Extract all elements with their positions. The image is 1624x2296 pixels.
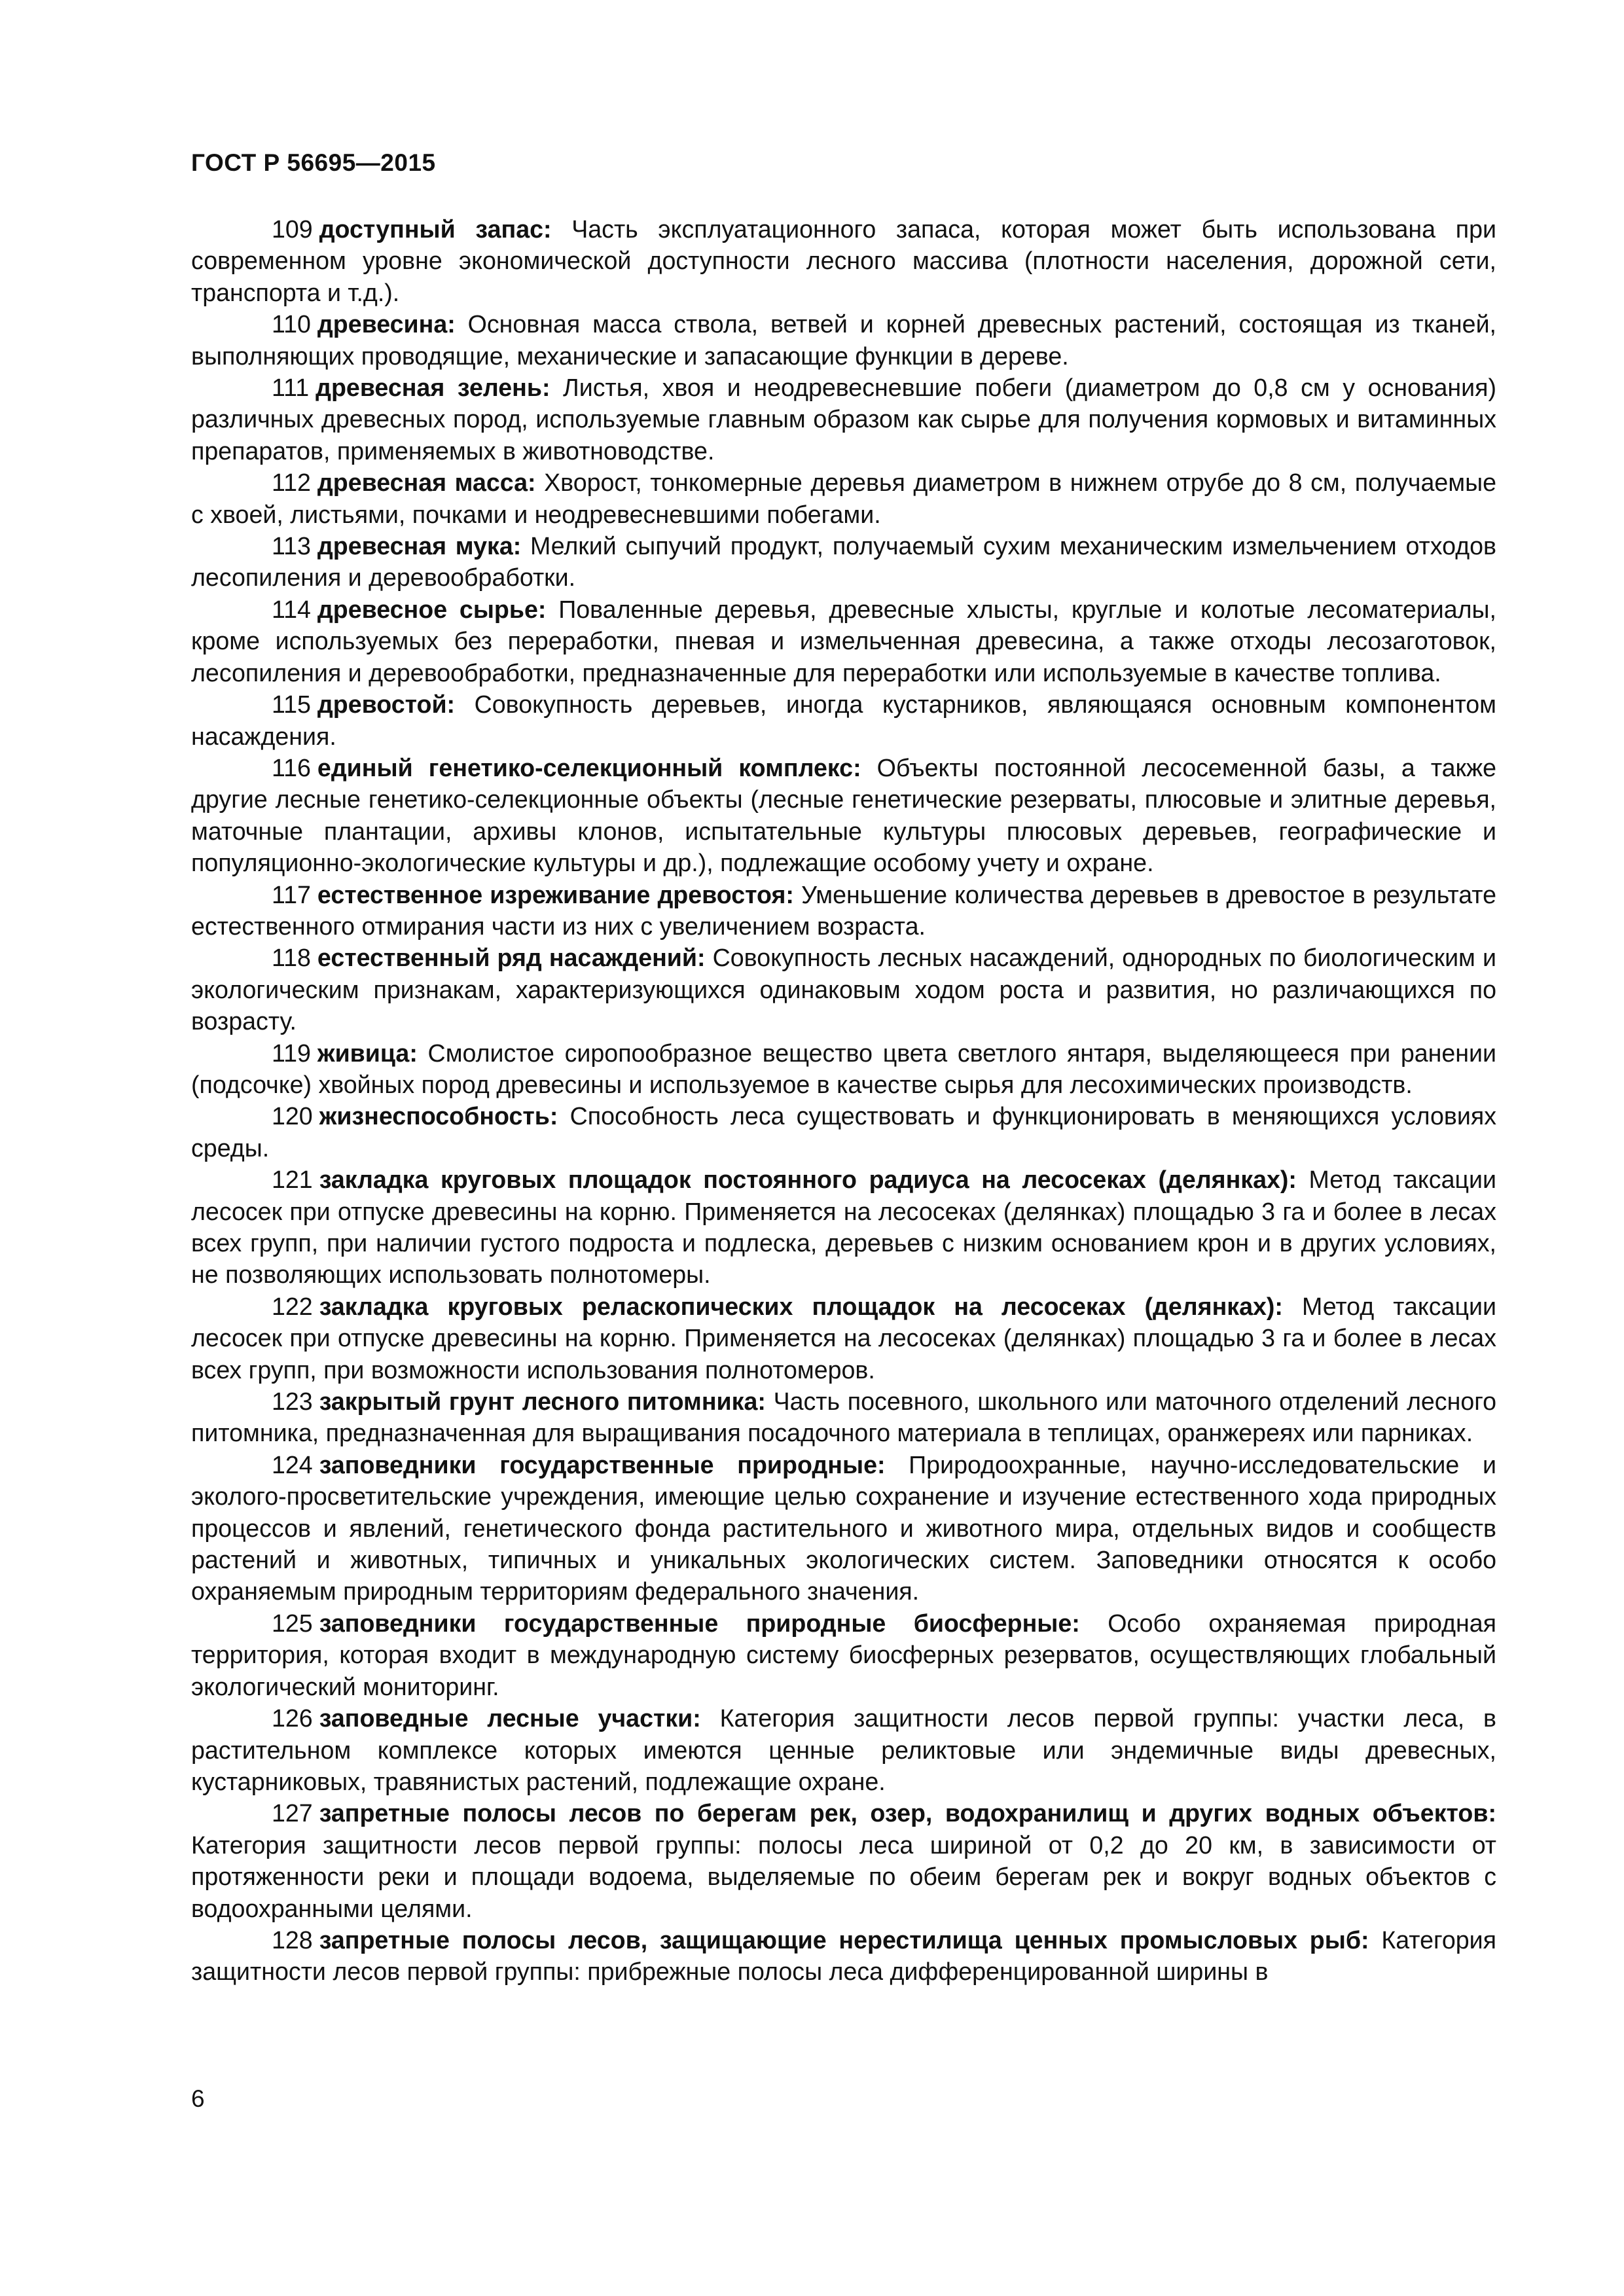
entry-number: 125 bbox=[272, 1609, 313, 1637]
entry-definition: Способность леса существовать и функционировать в меняющихся условиях среды. bbox=[191, 1102, 1496, 1162]
entry-definition: Часть посевного, школьного или маточного отделений лесного питомника, предназначенная для выращивания посадочного материала в теплицах, оранжереях или парниках. bbox=[191, 1388, 1496, 1447]
entry-definition: Часть эксплуатационного запаса, которая может быть использована при современном уровне экономической доступности лесного массива (плотности населения, дорожной сети, транспорта и т.д.). bbox=[191, 215, 1497, 306]
entry-definition: Категория защитности лесов первой группы: прибрежные полосы леса дифференцированной ширины в bbox=[191, 1926, 1496, 1986]
entry-definition: Объекты постоянной лесосеменной базы, а также другие лесные генетико-селекционные объекты (лесные генетические резерваты, плюсовые и элитные деревья, маточные плантации, архивы клонов, испытательные культуры плюсовых деревьев, географические и популяционно-экологические культуры и др.), подлежащие особому учету и охране. bbox=[191, 753, 1497, 877]
entry-term: закладка круговых реласкопических площадок на лесосеках (делянках): bbox=[319, 1292, 1283, 1320]
entry-term: живица: bbox=[317, 1039, 418, 1067]
entry-term: единый генетико-селекционный комплекс: bbox=[317, 753, 861, 781]
entry-number: 127 bbox=[272, 1799, 313, 1827]
glossary-entry bbox=[191, 1797, 1496, 1924]
entry-term: древесное сырье: bbox=[317, 595, 547, 623]
page-number: 6 bbox=[191, 2085, 205, 2112]
glossary-entry bbox=[191, 1924, 1496, 1988]
entry-definition: Метод таксации лесосек при отпуске древесины на корню. Применяется на лесосеках (делянках) площадью 3 га и более в лесах всех групп, при возможности использования полнотомеров. bbox=[191, 1292, 1496, 1384]
entry-definition: Категория защитности лесов первой группы: участки леса, в растительном комплексе которых имеются ценные реликтовые или эндемичные виды древесных, кустарниковых, травянистых растений, подлежащие охране. bbox=[191, 1704, 1496, 1795]
entry-number: 120 bbox=[272, 1102, 313, 1130]
entry-term: запретные полосы лесов по берегам рек, озер, водохранилищ и других водных объектов: bbox=[319, 1799, 1496, 1827]
entry-number: 117 bbox=[272, 880, 311, 908]
entry-definition: Мелкий сыпучий продукт, получаемый сухим механическим измельчением отходов лесопиления и деревообработки. bbox=[191, 532, 1496, 592]
entry-term: заповедные лесные участки: bbox=[319, 1704, 701, 1732]
entry-definition: Листья, хвоя и неодревесневшие побеги (диаметром до 0,8 см у основания) различных древесных пород, используемые главным образом как сырье для получения кормовых и витаминных препаратов, применяемых в животноводстве. bbox=[191, 374, 1497, 465]
entry-term: закладка круговых площадок постоянного радиуса на лесосеках (делянках): bbox=[319, 1166, 1297, 1194]
glossary-entry bbox=[191, 689, 1496, 752]
entry-definition: Поваленные деревья, древесные хлысты, круглые и колотые лесоматериалы, кроме используемых без переработки, пневая и измельченная древесина, а также отходы лесозаготовок, лесопиления и деревообработки, предназначенные для переработки или используемые в качестве топлива. bbox=[191, 595, 1496, 687]
glossary-entry bbox=[191, 467, 1496, 530]
entry-definition: Особо охраняемая природная территория, которая входит в международную систему биосферных резерватов, осуществляющих глобальный экологический мониторинг. bbox=[191, 1609, 1496, 1700]
glossary-entry bbox=[191, 1449, 1496, 1607]
entry-definition: Совокупность лесных насаждений, однородных по биологическим и экологическим признакам, характеризующихся одинаковым ходом роста и развития, но различающихся по возрасту. bbox=[191, 944, 1496, 1035]
entry-term: заповедники государственные природные биосферные: bbox=[319, 1609, 1080, 1637]
entry-number: 109 bbox=[272, 215, 313, 243]
entry-number: 119 bbox=[272, 1039, 311, 1067]
glossary-entries bbox=[191, 213, 1496, 1988]
entry-number: 111 bbox=[272, 374, 310, 402]
glossary-entry bbox=[191, 879, 1496, 942]
entry-definition: Совокупность деревьев, иногда кустарников, являющаяся основным компонентом насаждения. bbox=[191, 691, 1496, 750]
entry-term: заповедники государственные природные: bbox=[319, 1450, 886, 1479]
entry-term: древесная мука: bbox=[317, 532, 522, 560]
entry-term: древесная зелень: bbox=[316, 374, 550, 402]
entry-number: 122 bbox=[272, 1292, 313, 1320]
document-header: ГОСТ Р 56695—2015 bbox=[191, 149, 436, 176]
entry-number: 123 bbox=[272, 1388, 313, 1416]
entry-term: закрытый грунт лесного питомника: bbox=[319, 1388, 766, 1416]
entry-definition: Метод таксации лесосек при отпуске древесины на корню. Применяется на лесосеках (делянках) площадью 3 га и более в лесах всех групп, при наличии густого подроста и подлеска, деревьев с низким основанием крон и в других условиях, не позволяющих использовать полнотомеры. bbox=[191, 1166, 1496, 1289]
glossary-entry bbox=[191, 1037, 1496, 1101]
entry-term: естественное изреживание древостоя: bbox=[317, 880, 794, 908]
entry-term: жизнеспособность: bbox=[319, 1102, 558, 1130]
entry-term: древостой: bbox=[317, 691, 456, 719]
entry-number: 110 bbox=[272, 310, 311, 338]
entry-number: 124 bbox=[272, 1450, 313, 1479]
entry-number: 116 bbox=[272, 753, 311, 781]
entry-definition: Природоохранные, научно-исследовательские и эколого-просветительские учреждения, имеющие целью сохранение и изучение естественного хода природных процессов и явлений, генетического фонда растительного и животного мира, отдельных видов и сообществ растений и животных, типичных и уникальных экологических систем. Заповедники относятся к особо охраняемым природным территориям федерального значения. bbox=[191, 1450, 1496, 1605]
glossary-entry bbox=[191, 1386, 1496, 1449]
glossary-entry bbox=[191, 1164, 1496, 1291]
entry-definition: Смолистое сиропообразное вещество цвета светлого янтаря, выделяющееся при ранении (подсочке) хвойных пород древесины и используемое в качестве сырья для лесохимических производств. bbox=[191, 1039, 1496, 1098]
entry-definition: Хворост, тонкомерные деревья диаметром в нижнем отрубе до 8 см, получаемые с хвоей, листьями, почками и неодревесневшими побегами. bbox=[191, 469, 1496, 528]
entry-number: 114 bbox=[272, 595, 311, 623]
entry-term: древесная масса: bbox=[317, 469, 536, 497]
entry-number: 112 bbox=[272, 469, 311, 497]
entry-term: древесина: bbox=[317, 310, 456, 338]
glossary-entry bbox=[191, 1607, 1496, 1702]
glossary-entry bbox=[191, 752, 1496, 879]
entry-definition: Категория защитности лесов первой группы: полосы леса шириной от 0,2 до 20 км, в зависимости от протяженности реки и площади водоема, выделяемые по обеим берегам рек и вокруг водных объектов с водоохранными целями. bbox=[191, 1831, 1496, 1922]
entry-number: 128 bbox=[272, 1926, 313, 1954]
entry-term: доступный запас: bbox=[319, 215, 552, 243]
entry-number: 126 bbox=[272, 1704, 313, 1732]
entry-number: 118 bbox=[272, 944, 311, 972]
glossary-entry bbox=[191, 372, 1496, 467]
entry-definition: Уменьшение количества деревьев в древостое в результате естественного отмирания части из них с увеличением возраста. bbox=[191, 880, 1496, 940]
glossary-entry bbox=[191, 594, 1496, 689]
glossary-entry bbox=[191, 942, 1496, 1037]
entry-number: 113 bbox=[272, 532, 311, 560]
entry-term: естественный ряд насаждений: bbox=[317, 944, 706, 972]
glossary-entry bbox=[191, 1291, 1496, 1386]
glossary-entry bbox=[191, 530, 1496, 594]
entry-number: 121 bbox=[272, 1166, 313, 1194]
entry-definition: Основная масса ствола, ветвей и корней древесных растений, состоящая из тканей, выполняющих проводящие, механические и запасающие функции в дереве. bbox=[191, 310, 1496, 370]
entry-term: запретные полосы лесов, защищающие нерестилища ценных промысловых рыб: bbox=[319, 1926, 1369, 1954]
glossary-entry bbox=[191, 1702, 1496, 1797]
entry-number: 115 bbox=[272, 691, 311, 719]
glossary-entry bbox=[191, 308, 1496, 372]
glossary-entry bbox=[191, 213, 1496, 308]
glossary-entry bbox=[191, 1100, 1496, 1164]
